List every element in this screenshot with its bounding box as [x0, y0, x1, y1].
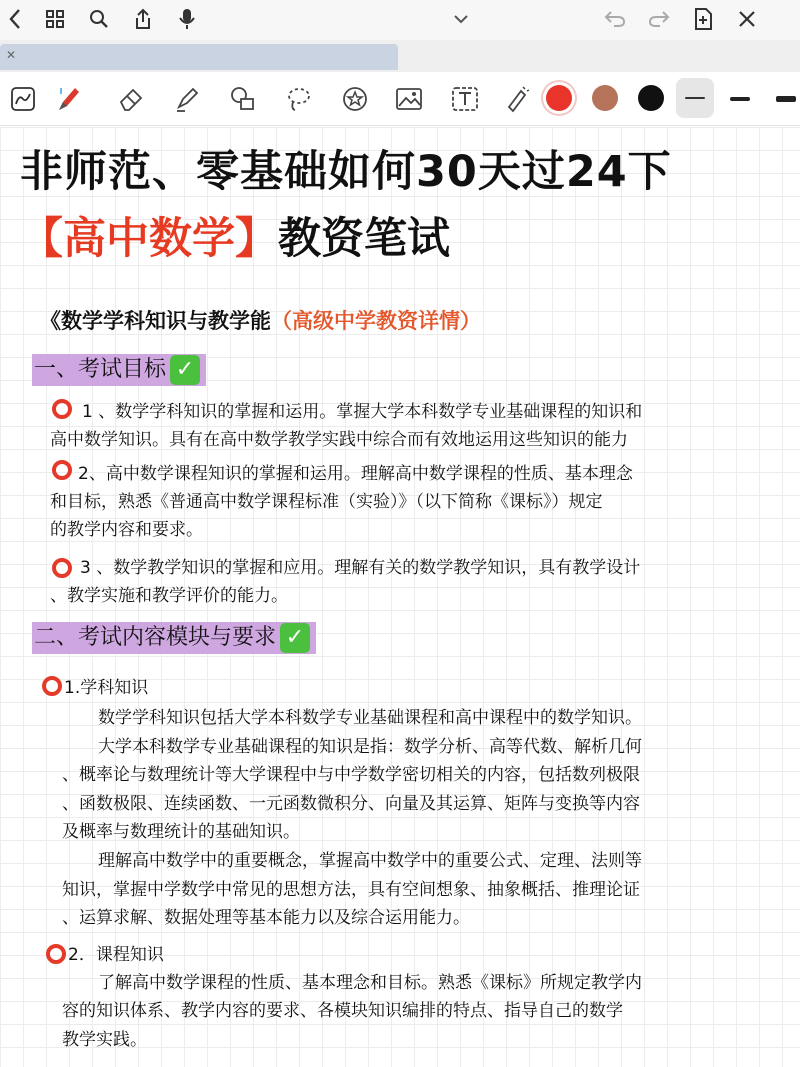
- module-1-line: 大学本科数学专业基础课程的知识是指：数学分析、高等代数、解析几何: [98, 737, 642, 757]
- section-heading-text: 二、考试内容模块与要求: [34, 625, 277, 650]
- module-1-title: 1.学科知识: [64, 678, 149, 698]
- check-mark-icon: ✓: [170, 355, 200, 385]
- red-circle-bullet-icon: [52, 460, 72, 480]
- section-heading-exam-content: [32, 622, 316, 654]
- shapes-tool-icon[interactable]: [226, 82, 260, 116]
- module-2-line: 了解高中数学课程的性质、基本理念和目标。熟悉《课标》所规定教学内: [98, 973, 642, 993]
- stroke-width-medium[interactable]: [730, 97, 750, 101]
- goal-item-3-line2: 、教学实施和教学评价的能力。: [50, 586, 288, 606]
- top-app-bar: [0, 0, 800, 40]
- red-circle-bullet-icon: [46, 944, 66, 964]
- close-icon[interactable]: [732, 4, 762, 34]
- add-page-icon[interactable]: [688, 4, 718, 34]
- module-2-title: 2．课程知识: [68, 945, 164, 965]
- module-1-line: 数学学科知识包括大学本科数学专业基础课程和高中课程中的数学知识。: [98, 708, 642, 728]
- goal-item-3-line1: 3 、数学教学知识的掌握和应用。理解有关的数学教学知识，具有教学设计: [80, 558, 641, 578]
- lasso-read-mode-icon[interactable]: [6, 82, 40, 116]
- text-tool-icon[interactable]: [448, 82, 482, 116]
- share-icon[interactable]: [128, 4, 158, 34]
- laser-pointer-icon[interactable]: [500, 82, 534, 116]
- pen-tool-icon[interactable]: [50, 82, 84, 116]
- color-swatch-brown[interactable]: [592, 85, 618, 111]
- module-1-line: 、函数极限、连续函数、一元函数微积分、向量及其运算、矩阵与变换等内容: [62, 794, 640, 814]
- goal-item-1-line1: 1 、数学学科知识的掌握和运用。掌握大学本科数学专业基础课程的知识和: [82, 402, 643, 422]
- chevron-down-icon[interactable]: [446, 4, 476, 34]
- goal-item-2-line3: 的教学内容和要求。: [50, 520, 203, 540]
- module-1-line: 知识，掌握中学数学中常见的思想方法，具有空间想象、抽象概括、推理论证: [62, 880, 640, 900]
- section-heading-exam-goals: [32, 354, 206, 386]
- title-rest: 教资笔试: [278, 214, 450, 264]
- tab-close-icon[interactable]: ✕: [6, 48, 17, 62]
- module-2-line: 容的知识体系、教学内容的要求、各模块知识编排的特点、指导自己的数学: [62, 1001, 623, 1021]
- drawing-toolbar: [0, 72, 800, 126]
- check-mark-icon: ✓: [280, 623, 310, 653]
- title-highlight: 【高中数学】: [20, 214, 278, 264]
- highlighter-tool-icon[interactable]: [170, 82, 204, 116]
- red-circle-bullet-icon: [52, 558, 72, 578]
- red-circle-bullet-icon: [52, 399, 72, 419]
- module-1-line: 、概率论与数理统计等大学课程中与中学数学密切相关的内容，包括数列极限: [62, 765, 640, 785]
- subtitle: [40, 305, 481, 335]
- module-2-line: 教学实践。: [62, 1030, 147, 1050]
- sticker-tool-icon[interactable]: [338, 82, 372, 116]
- stroke-width-selected[interactable]: [676, 78, 714, 118]
- module-1-line: 及概率与数理统计的基础知识。: [62, 822, 300, 842]
- back-chevron-icon[interactable]: [0, 4, 30, 34]
- page-title-line1: 非师范、零基础如何30天过24下: [20, 147, 672, 197]
- grid-view-icon[interactable]: [40, 4, 70, 34]
- goal-item-2-line2: 和目标，熟悉《普通高中数学课程标准（实验）》（以下简称《课标》）规定: [50, 492, 603, 512]
- red-circle-bullet-icon: [42, 676, 62, 696]
- color-swatch-red[interactable]: [546, 85, 572, 111]
- redo-icon[interactable]: [644, 4, 674, 34]
- module-1-line: 、运算求解、数据处理等基本能力以及综合运用能力。: [62, 908, 470, 928]
- microphone-icon[interactable]: [172, 4, 202, 34]
- eraser-tool-icon[interactable]: [114, 82, 148, 116]
- image-tool-icon[interactable]: [392, 82, 426, 116]
- module-1-line: 理解高中数学中的重要概念，掌握高中数学中的重要公式、定理、法则等: [98, 851, 642, 871]
- tab-document[interactable]: [0, 44, 398, 70]
- subtitle-note: （高级中学教资详情）: [271, 309, 481, 333]
- lasso-tool-icon[interactable]: [282, 82, 316, 116]
- goal-item-1-line2: 高中数学知识。具有在高中数学教学实践中综合而有效地运用这些知识的能力: [50, 430, 628, 450]
- section-heading-text: 一、考试目标: [34, 357, 167, 382]
- goal-item-2-line1: 2、高中数学课程知识的掌握和运用。理解高中数学课程的性质、基本理念: [78, 464, 633, 484]
- subtitle-main: 《数学学科知识与教学能: [40, 309, 271, 333]
- page-title-line2: [20, 205, 450, 266]
- search-icon[interactable]: [84, 4, 114, 34]
- color-swatch-black[interactable]: [638, 85, 664, 111]
- stroke-width-thick[interactable]: [776, 96, 796, 102]
- undo-icon[interactable]: [600, 4, 630, 34]
